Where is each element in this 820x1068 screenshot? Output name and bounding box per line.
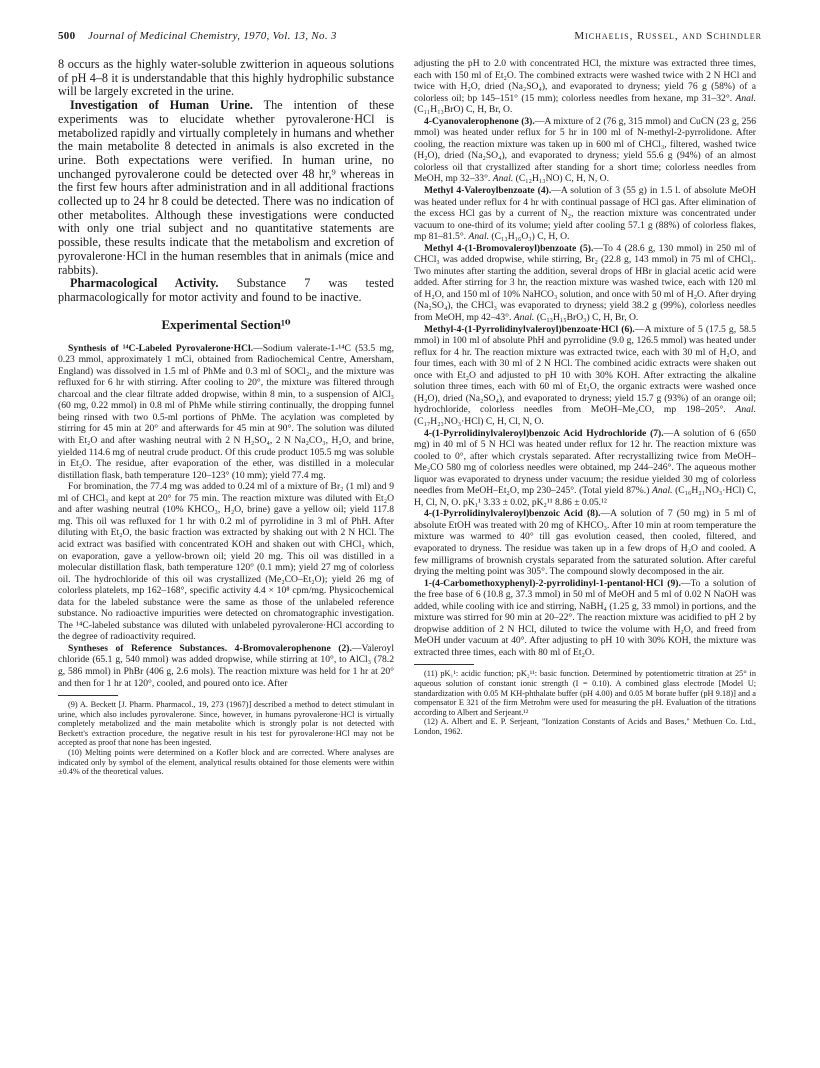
analysis-formula: (C₁₃H₁₅BrO₃) C, H, Br, O. <box>536 312 639 324</box>
run-in-heading: 4-(1-Pyrrolidinylvaleroyl)benzoic Acid Hydrochloride (7). <box>424 427 664 439</box>
paragraph-text: The intention of these experiments was to elucidate whether pyrovalerone·HCl is metabolized rapidly and virtually completely in humans and whether the main metabolite 8 detected in animals is also excreted in the urine. Both expectations were verified. In human urine, no unchanged pyrovalerone could be detected over 48 hr,⁹ whereas in the first few hours after administration and in all additional fractions collected up to 24 hr 8 could be detected. There was no indication of other metabolites. Although these investigations were conducted with only one trial subject and no quantitative statements are possible, these results indicate that the metabolism and excretion of pyrovalerone·HCl in the human resembles that in animals (mice and rabbits). <box>58 98 394 277</box>
paragraph <box>414 185 756 243</box>
run-in-heading: 1-(4-Carbomethoxyphenyl)-2-pyrrolidinyl-1-pentanol·HCl (9). <box>424 577 681 589</box>
paragraph-text: —A solution of 6 (650 mg) in 40 ml of 5 N HCl was heated under reflux for 12 hr. The reaction mixture was cooled to 0°, after which crystals separated. After recrystallizing twice from MeOH–Me₂CO 580 mg of colorless needles were obtained, mp 244–246°. The aqueous mother liquor was evaporated to dryness under vacuum; the residue yielded 30 mg of colorless needles from MeOH–Et₂O, mp 230–245°. (Total yield 87%.) <box>414 427 756 497</box>
paragraph-text: —A solution of 7 (50 mg) in 5 ml of absolute EtOH was treated with 20 mg of KHCO₃. After 10 min at room temperature the mixture was warmed to 40° till gas evolution ceased, then cooled, filtered, and evaporated to dryness. The residue was taken up in a few drops of H₂O and cooled. A few milligrams of brownish crystals separated from the saturated solution. After careful drying the melting point was 305°. The compound slowly decomposed in the air. <box>414 508 756 578</box>
paragraph-text: adjusting the pH to 2.0 with concentrated HCl, the mixture was extracted three times, each with 150 ml of Et₂O. The combined extracts were washed twice with 2 N HCl and twice with H₂O, dried (Na₂SO₄), and evaporated to dryness; yield 76 g (58%) of a colorless oil; bp 145–151° (15 mm); colorless needles from hexane, mp 31–32°. <box>414 58 756 104</box>
run-in-heading: Methyl 4-(1-Bromovaleroyl)benzoate (5). <box>424 242 594 254</box>
analysis-label: Anal. <box>651 485 673 497</box>
paragraph-text: —A mixture of 2 (76 g, 315 mmol) and CuCN (23 g, 256 mmol) was heated under reflux for 5 hr in 100 ml of N-methyl-2-pyrrolidone. After cooling, the reaction mixture was taken up in 600 ml of CHCl₃, filtered, washed twice (H₂O), dried (Na₂SO₄), and evaporated to dryness; yield 55.6 g (94%) of an almost colorless oil that crystallized after standing for a short time; colorless needles from MeOH, mp 32–33°. <box>414 115 756 185</box>
run-in-heading: Syntheses of Reference Substances. 4-Bromovalerophenone (2). <box>68 642 352 654</box>
paragraph <box>414 508 756 577</box>
right-column <box>414 58 756 1058</box>
paragraph-text: —Valeroyl chloride (65.1 g, 540 mmol) was added dropwise, while stirring at 10°, to AlCl₃ (78.2 g, 586 mmol) in PhBr (406 g, 2.6 mols). The reaction mixture was held for 1 hr at 20° and then for 1 hr at 120°, cooled, and poured onto ice. After <box>58 642 394 689</box>
experimental-text <box>58 343 394 689</box>
footnote: (9) A. Beckett [J. Pharm. Pharmacol., 19, 273 (1967)] described a method to detect stimulant in urine, which also includes pyrovalerone. Since, however, in humans pyrovalerone·HCl is virtually completely metabolized and the main metabolite which is strongly polar is not detected with Beckett's extraction procedure, the negative result in his test for pyrovalerone·HCl may not be accepted as proof that none has been ingested. <box>58 700 394 748</box>
paragraph-text: —A mixture of 5 (17.5 g, 58.5 mmol) in 100 ml of absolute PhH and pyrrolidine (9.0 g, 126.5 mmol) was heated under reflux for 4 hr. The reaction mixture was extracted twice, each with 30 ml of H₂O, and four times, each with 30 ml of 2 N HCl. The combined acidic extracts were shaken out once with Et₂O and adjusted to pH 10 with 30% KOH. After extracting the alkaline solution three times, each with 60 ml of Et₂O, the organic extracts were washed once (H₂O), dried (Na₂SO₄), and evaporated to dryness; yield 15.7 g (93%) of an orange oil; hydrochloride, colorless needles from MeOH–Me₂CO, mp 198–205°. <box>414 323 756 416</box>
analysis-label: Anal. <box>468 231 490 243</box>
paragraph <box>414 116 756 185</box>
journal-citation: Journal of Medicinal Chemistry, 1970, Vol. 13, No. 3 <box>88 30 337 42</box>
analysis-label: Anal. <box>492 173 514 185</box>
paragraph <box>58 343 394 482</box>
analysis-formula: (C₁₁H₁₃BrO) C, H, Br, O. <box>414 104 513 116</box>
paragraph-text: —To 4 (28.6 g, 130 mmol) in 250 ml of CHCl₃ was added dropwise, while stirring, Br₂ (22.8 g, 143 mmol) in 75 ml of CHCl₃. Two minutes after starting the addition, several drops of HBr in glacial acetic acid were added. After stirring for 3 hr, the reaction mixture was washed twice, each with 120 ml of H₂O, and 150 ml of 10% NaHCO₃ solution, and once with 50 ml of H₂O. After drying (Na₂SO₄), the CHCl₃ was evaporated to dryness; yield 38.2 g (99%), colorless needles from MeOH, mp 42–43°. <box>414 242 756 324</box>
footnote: (12) A. Albert and E. P. Serjeant, "Ionization Constants of Acids and Bases," Methuen Co. Ltd., London, 1962. <box>414 717 756 736</box>
run-in-heading: Investigation of Human Urine. <box>70 98 253 113</box>
run-in-heading: Methyl-4-(1-Pyrrolidinylvaleroyl)benzoate·HCl (6). <box>424 323 635 335</box>
analysis-formula: (C₁₃H₁₆O₃) C, H, O. <box>491 231 570 243</box>
paragraph <box>58 58 394 99</box>
paragraph <box>414 243 756 324</box>
paragraph <box>414 428 756 509</box>
analysis-formula: (C₁₆H₂₁NO₃·HCl) C, H, Cl, N, O. pK₁¹ 3.33 ± 0.02, pK₂¹¹ 8.86 ± 0.05.¹² <box>414 485 756 508</box>
paragraph-text: For bromination, the 77.4 mg was added to 0.24 ml of a mixture of Br₂ (1 ml) and 9 ml of CHCl₃ and kept at 20° for 75 min. The reaction mixture was diluted with Et₂O and after washing neutral (10% KHCO₃, H₂O, brine) gave a yellow oil; yield 117.8 mg. This oil was refluxed for 1 hr with 0.2 ml of pyrrolidine in 3 ml of PhH. After diluting with Et₂O, the basic fraction was extracted by shaking out with 2 N HCl. The acid extract was basified with concentrated KOH and shaken out with CHCl₃ which, on evaporation, gave a yellow-brown oil; yield 20 mg. This oil was distilled in a molecular distillation flask, bath temperature 120° (0.1 mm); yield 27 mg of colorless oil. The hydrochloride of this oil was crystallized (Me₂CO–Et₂O); yield 26 mg of colorless platelets, mp 162–168°, specific activity 4.4 × 10⁸ cpm/mg. Physicochemical data for the labeled substance were the same as those of the unlabeled reference substance. No radioactive impurities were detected on chromatographic investigation. The ¹⁴C-labeled substance was diluted with unlabeled pyrovalerone·HCl according to the degree of radioactivity required. <box>58 481 394 643</box>
paragraph-text: —To a solution of the free base of 6 (10.8 g, 37.3 mmol) in 50 ml of MeOH and 5 ml of 0.02 N NaOH was added, while cooling with ice and stirring, NaBH₄ (1.25 g, 33 mmol) in portions, and the mixture was stirred for 90 min at 20–22°. The reaction mixture was acidified to pH 2 by dropwise addition of 2 N HCl, diluted to twice the volume with H₂O, and freed from MeOH under vacuum at 40°. After adjusting to pH 10 with 30% KOH, the mixture was extracted three times, each with 80 ml of Et₂O. <box>414 577 756 658</box>
footnote: (11) pK₁¹: acidic function; pK₂¹¹: basic function. Determined by potentiometric titration at 25° in aqueous solution of constant ionic strength (I = 0.10). A combined glass electrode [Model U; standardization with 0.05 M KH-phthalate buffer (pH 4.00) and 0.05 M borate buffer (pH 9.18)] and a compensator E 321 of the firm Metrohm were used for measuring the pH. Evaluation of the titrations according to Albert and Serjeant.¹² <box>414 669 756 717</box>
footnotes <box>414 669 756 736</box>
experimental-text <box>414 58 756 658</box>
paragraph-text: —A solution of 3 (55 g) in 1.5 l. of absolute MeOH was heated under reflux for 4 hr with continual passage of HCl gas. After elimination of the excess HCl gas by a current of N₂, the reaction mixture was concentrated under vacuum to one-third of its volume; yield after cooling 57.1 g (88%) of colorless flakes, mp 81–81.5°. <box>414 185 756 243</box>
running-authors: Michaelis, Russel, and Schindler <box>574 30 762 42</box>
discussion-text <box>58 58 394 305</box>
analysis-formula: (C₁₂H₁₃NO) C, H, N, O. <box>515 173 609 185</box>
paragraph-text: —Sodium valerate-1-¹⁴C (53.5 mg, 0.23 mmol, approximately 1 mCi, obtained from Radiochemical Centre, Amersham, England) was dissolved in 1.5 ml of PhMe and 0.3 ml of SOCl₂, and the mixture was refluxed for 6 hr with stirring. After cooling to 20°, the mixture was filtered through charcoal and the clear filtrate added dropwise, within 8 min, to a suspension of AlCl₃ (60 mg, 0.22 mmol) in 0.8 ml of PhMe while stirring continually, the dropping funnel being rinsed with two 0.5-ml portions of PhMe. The acylation was completed by stirring for 45 min at 20° and afterwards for 45 min at 90°. The solution was diluted with Et₂O and after washing neutral with 2 N H₂SO₄, 2 N Na₂CO₃, H₂O, and brine, yielded 114.6 mg of neutral crude product. Of this crude product 105.5 mg was soluble in Et₂O. The residue, after evaporation of the ether, was distilled in a molecular distillation flask, bath temperature 120–123° (10 mm); yield 77.4 mg. <box>58 342 394 481</box>
paragraph <box>58 277 394 304</box>
paragraph <box>58 99 394 277</box>
run-in-heading: Pharmacological Activity. <box>70 276 219 291</box>
paragraph <box>414 58 756 116</box>
run-in-heading: 4-Cyanovalerophenone (3). <box>424 115 535 127</box>
analysis-label: Anal. <box>735 404 756 416</box>
run-in-heading: Synthesis of ¹⁴C-Labeled Pyrovalerone·HCl. <box>68 342 254 354</box>
analysis-formula: (C₁₇H₂₃NO₃·HCl) C, H, Cl, N, O. <box>414 415 544 427</box>
paragraph <box>58 643 394 689</box>
footnotes <box>58 700 394 777</box>
analysis-label: Anal. <box>513 312 535 324</box>
left-column <box>58 58 394 1058</box>
run-in-heading: Methyl 4-Valeroylbenzoate (4). <box>424 185 552 197</box>
footnote-rule <box>414 664 474 665</box>
paragraph-text: 8 occurs as the highly water-soluble zwitterion in aqueous solutions of pH 4–8 it is understandable that this highly hydrophilic substance will be largely excreted in the urine. <box>58 58 394 99</box>
run-in-heading: 4-(1-Pyrrolidinylvaleroyl)benzoic Acid (8). <box>424 508 601 520</box>
paragraph <box>414 578 756 659</box>
running-header <box>58 30 762 48</box>
paragraph-text: Substance 7 was tested pharmacologically for motor activity and found to be inactive. <box>58 276 394 304</box>
footnote-rule <box>58 695 118 696</box>
section-title: Experimental Section¹⁰ <box>161 316 291 332</box>
paragraph <box>58 481 394 643</box>
page-number: 500 <box>58 30 76 42</box>
paragraph <box>414 324 756 428</box>
analysis-label: Anal. <box>735 92 756 104</box>
footnote: (10) Melting points were determined on a Kofler block and are corrected. Where analyses are indicated only by symbol of the element, analytical results obtained for those elements were within ±0.4% of the theoretical values. <box>58 748 394 777</box>
